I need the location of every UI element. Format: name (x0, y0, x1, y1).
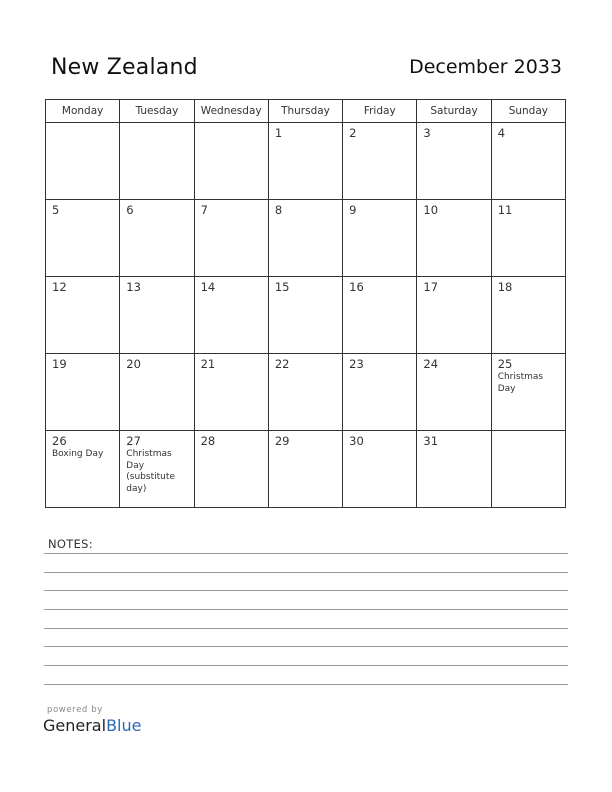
day-number: 14 (200, 280, 216, 294)
weekday-friday: Friday (343, 100, 417, 123)
weekday-tuesday: Tuesday (120, 100, 194, 123)
day-number: 28 (200, 434, 216, 448)
day-cell (343, 354, 417, 431)
day-cell (491, 354, 565, 431)
holiday-label: Boxing Day (52, 449, 104, 459)
day-cell (46, 123, 120, 200)
day-cell (268, 200, 342, 277)
day-number: 30 (349, 434, 364, 448)
day-number: 7 (200, 203, 208, 217)
notes-label: NOTES: (48, 537, 93, 551)
note-line (44, 572, 568, 573)
week-row (46, 431, 566, 508)
day-cell (417, 200, 491, 277)
day-cell (46, 431, 120, 508)
day-number: 6 (126, 203, 134, 217)
day-number: 24 (423, 357, 439, 371)
day-number: 2 (349, 126, 357, 140)
generalblue-logo[interactable] (43, 716, 141, 735)
day-cell (194, 277, 268, 354)
weekday-saturday: Saturday (417, 100, 491, 123)
note-line (44, 609, 568, 610)
day-number: 11 (497, 203, 513, 217)
day-number: 19 (52, 357, 67, 371)
note-line (44, 553, 568, 554)
day-cell (417, 277, 491, 354)
day-number: 13 (126, 280, 141, 294)
day-cell (343, 200, 417, 277)
day-number: 18 (497, 280, 513, 294)
day-number: 26 (52, 434, 67, 448)
day-number: 1 (274, 126, 283, 140)
day-cell (417, 123, 491, 200)
brand-general: General (43, 716, 107, 735)
day-cell (491, 277, 565, 354)
day-number: 4 (497, 126, 506, 140)
day-number: 20 (126, 357, 141, 371)
day-cell (120, 277, 194, 354)
day-cell (120, 123, 194, 200)
day-cell (268, 277, 342, 354)
day-cell (491, 123, 565, 200)
day-cell (120, 354, 194, 431)
day-number: 5 (52, 203, 60, 217)
day-cell (120, 431, 194, 508)
day-cell (46, 354, 120, 431)
day-number: 27 (126, 434, 141, 448)
day-number: 8 (274, 203, 283, 217)
day-cell (491, 431, 565, 508)
weekday-wednesday: Wednesday (194, 100, 268, 123)
day-cell (46, 277, 120, 354)
day-cell (417, 354, 491, 431)
week-row (46, 354, 566, 431)
holiday-label: Christmas Day (497, 372, 544, 394)
day-cell (268, 354, 342, 431)
day-number: 21 (200, 357, 216, 371)
day-number: 9 (349, 203, 357, 217)
day-cell (46, 200, 120, 277)
note-line (44, 628, 568, 629)
month-title: December 2033 (409, 56, 562, 78)
day-cell (194, 200, 268, 277)
day-number: 16 (349, 280, 364, 294)
day-cell (120, 200, 194, 277)
day-cell (194, 431, 268, 508)
note-line (44, 590, 568, 591)
day-number: 29 (274, 434, 290, 448)
country-title: New Zealand (51, 55, 198, 80)
day-number: 3 (423, 126, 431, 140)
holiday-label: Christmas Day (substitute day) (126, 449, 175, 494)
note-line (44, 646, 568, 647)
weekday-header-row (46, 100, 566, 123)
powered-by-label: powered by (47, 705, 103, 715)
day-number: 12 (52, 280, 67, 294)
day-cell (343, 277, 417, 354)
day-number: 25 (497, 357, 513, 371)
day-cell (417, 431, 491, 508)
brand-blue: Blue (106, 716, 142, 735)
week-row (46, 123, 566, 200)
weekday-monday: Monday (46, 100, 120, 123)
day-number: 10 (423, 203, 439, 217)
day-number: 17 (423, 280, 439, 294)
day-cell (343, 123, 417, 200)
week-row (46, 200, 566, 277)
day-cell (268, 123, 342, 200)
day-number: 22 (274, 357, 290, 371)
day-cell (268, 431, 342, 508)
day-number: 31 (423, 434, 439, 448)
day-cell (194, 123, 268, 200)
note-line (44, 684, 568, 685)
weekday-sunday: Sunday (491, 100, 565, 123)
day-number: 23 (349, 357, 364, 371)
note-line (44, 665, 568, 666)
week-row (46, 277, 566, 354)
calendar-grid (45, 99, 566, 508)
day-number: 15 (274, 280, 290, 294)
weekday-thursday: Thursday (268, 100, 342, 123)
day-cell (194, 354, 268, 431)
day-cell (343, 431, 417, 508)
day-cell (491, 200, 565, 277)
